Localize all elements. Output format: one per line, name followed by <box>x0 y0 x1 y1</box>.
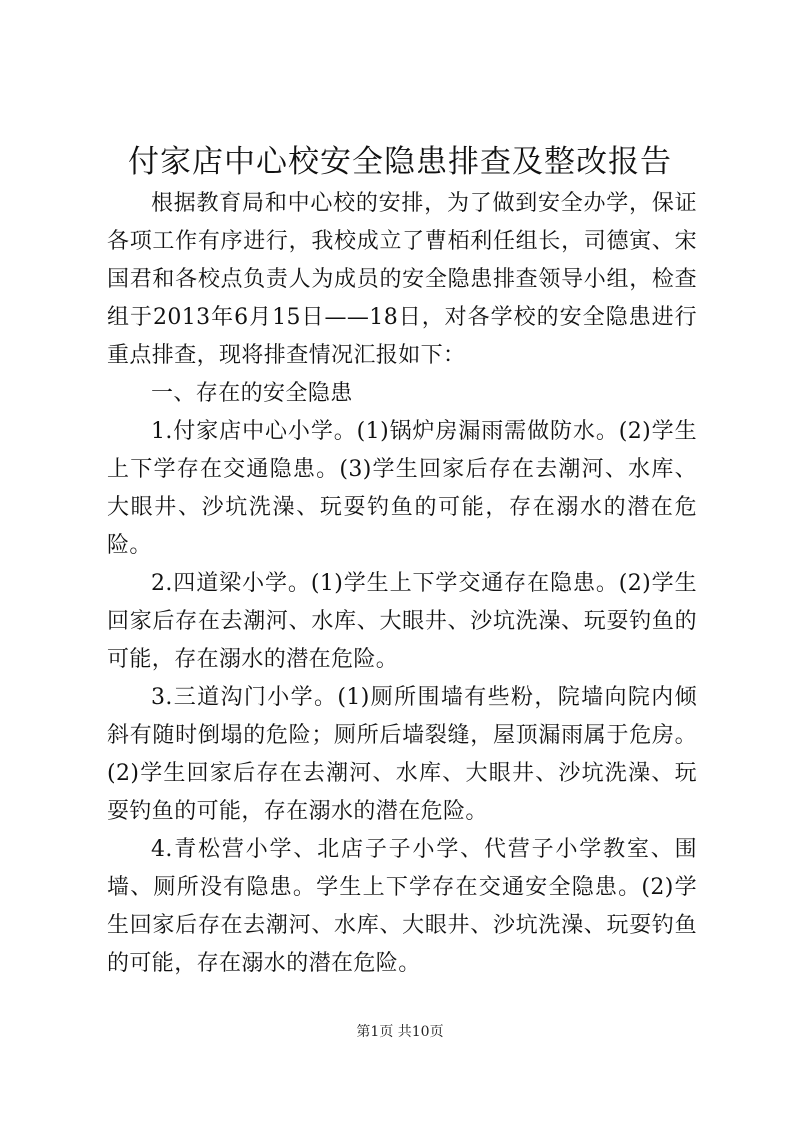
section-heading-hazards: 一、存在的安全隐患 <box>151 381 353 406</box>
paragraph-item-4: 4.青松营小学、北店子子小学、代营子小学教室、围墙、厕所没有隐患。学生上下学存在交通安全隐患。(2)学生回家后存在去潮河、水库、大眼井、沙坑洗澡、玩耍钓鱼的可能，存在溺水的潜在危险。 <box>107 837 697 976</box>
paragraph-item-3: 3.三道沟门小学。(1)厕所围墙有些粉，院墙向院内倾斜有随时倒塌的危险；厕所后墙裂缝，屋顶漏雨属于危房。(2)学生回家后存在去潮河、水库、大眼井、沙坑洗澡、玩耍钓鱼的可能，存在溺水的潜在危险。 <box>107 685 697 824</box>
document-body <box>107 185 697 983</box>
paragraph-intro: 根据教育局和中心校的安排，为了做到安全办学，保证各项工作有序进行，我校成立了曹栢利任组长，司德寅、宋国君和各校点负责人为成员的安全隐患排查领导小组，检查组于2013年6月15日——18日，对各学校的安全隐患进行重点排查，现将排查情况汇报如下： <box>107 191 697 368</box>
paragraph-item-2: 2.四道梁小学。(1)学生上下学交通存在隐患。(2)学生回家后存在去潮河、水库、大眼井、沙坑洗澡、玩耍钓鱼的可能，存在溺水的潜在危险。 <box>107 571 697 672</box>
page-number-footer: 第1页 共10页 <box>356 1024 444 1040</box>
document-title: 付家店中心校安全隐患排查及整改报告 <box>128 144 672 180</box>
paragraph-item-1: 1.付家店中心小学。(1)锅炉房漏雨需做防水。(2)学生上下学存在交通隐患。(3)学生回家后存在去潮河、水库、大眼井、沙坑洗澡、玩耍钓鱼的可能，存在溺水的潜在危险。 <box>107 419 697 558</box>
